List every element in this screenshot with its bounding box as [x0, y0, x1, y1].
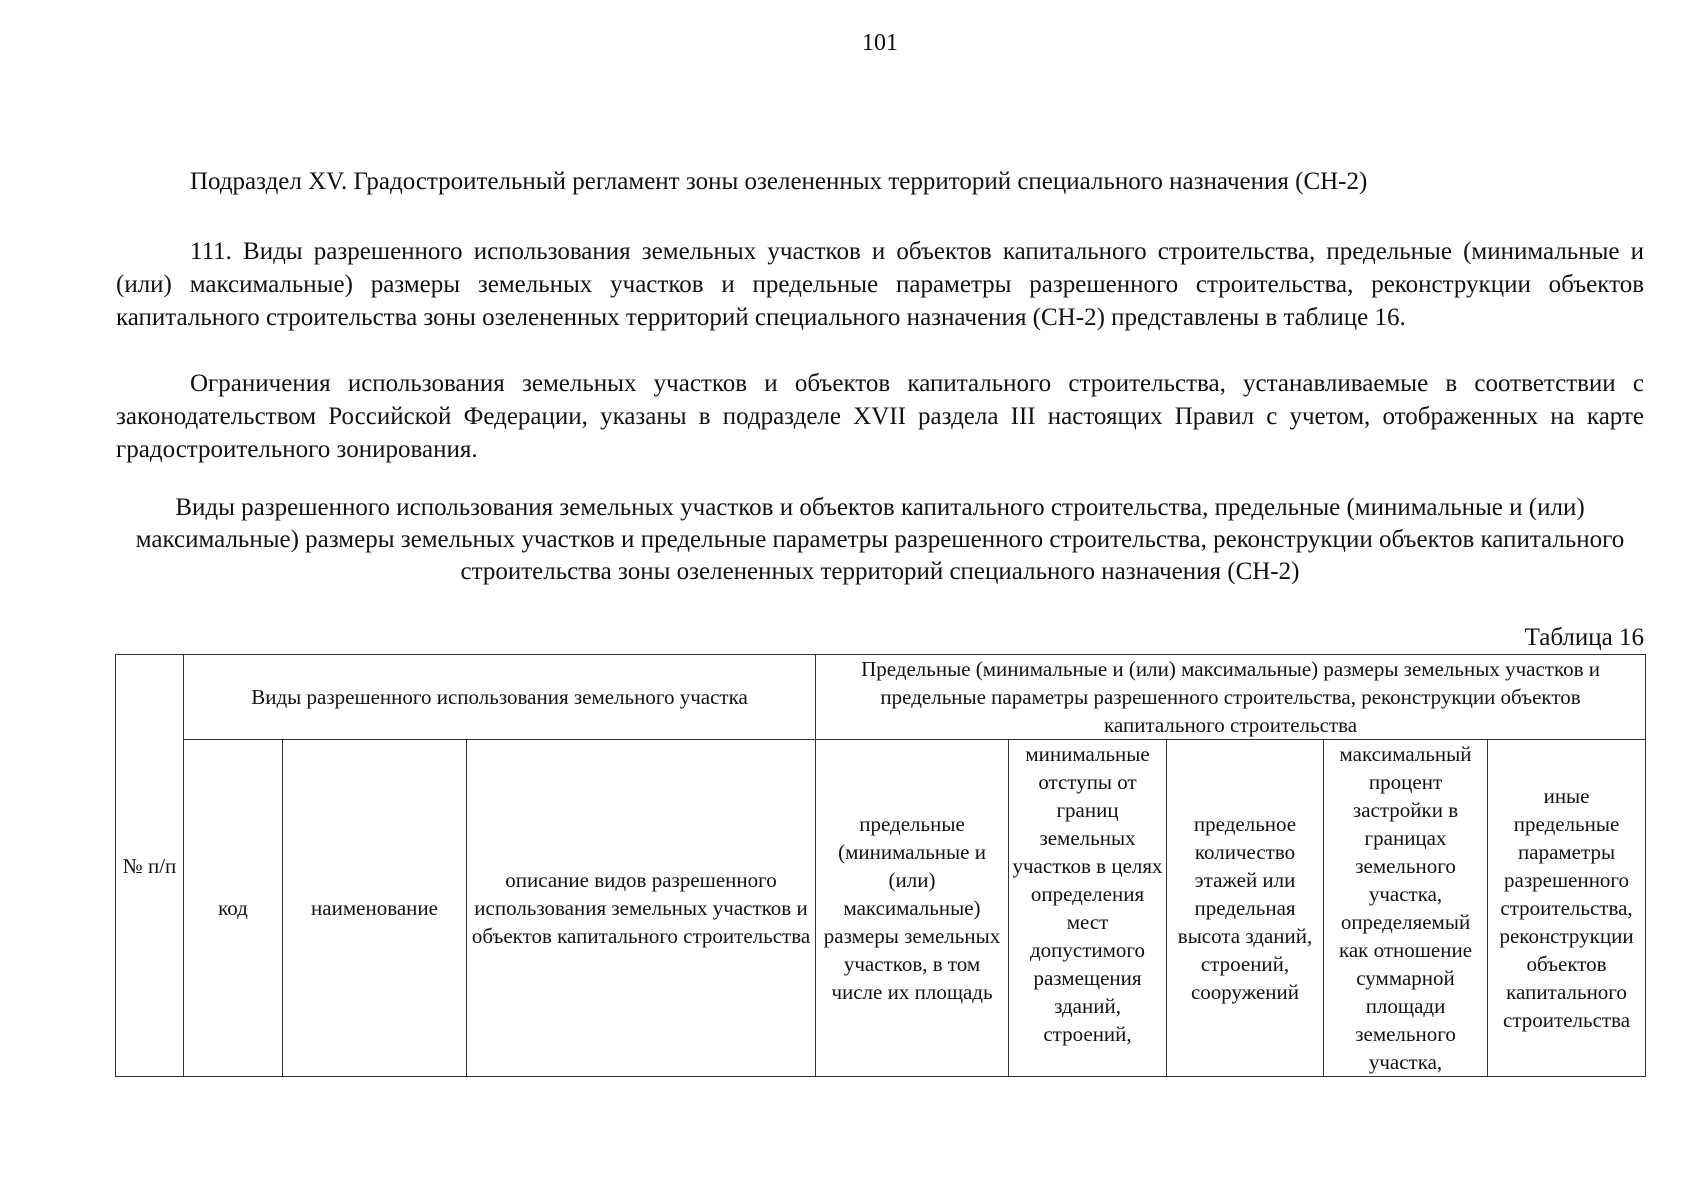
table-header-row-2 [116, 740, 1646, 1077]
header-number: № п/п [116, 655, 184, 1077]
regulations-table [115, 654, 1646, 1077]
paragraph-111: 111. Виды разрешенного использования земельных участков и объектов капитального строительства, предельные (минимальные и (или) максимальные) размеры земельных участков и предельные параметры разрешенного строительства, реконструкции объектов капитального строительства зоны озелененных территорий специального назначения (СН-2) представлены в таблице 16. [116, 238, 1644, 331]
header-coverage: максимальный процент застройки в границах земельного участка, определяемый как отношение суммарной площади земельного участка, [1324, 740, 1488, 1077]
header-group-limits: Предельные (минимальные и (или) максимальные) размеры земельных участков и предельные параметры разрешенного строительства, реконструкции объектов капитального строительства [816, 655, 1646, 740]
table-header-row-1 [116, 655, 1646, 740]
header-setbacks: минимальные отступы от границ земельных участков в целях определения мест допустимого размещения зданий, строений, [1009, 740, 1167, 1077]
header-name: наименование [283, 740, 467, 1077]
header-floors: предельное количество этажей или предельная высота зданий, строений, сооружений [1167, 740, 1324, 1077]
header-code: код [184, 740, 283, 1077]
header-plot-size: предельные (минимальные и (или) максимальные) размеры земельных участков, в том числе их площадь [816, 740, 1009, 1077]
page-number: 101 [862, 30, 898, 56]
table-label: Таблица 16 [1524, 624, 1644, 651]
paragraph-restrictions: Ограничения использования земельных участков и объектов капитального строительства, устанавливаемые в соответствии с законодательством Российской Федерации, указаны в подразделе XVII раздела III настоящих Правил с учетом, отображенных на карте градостроительного зонирования. [116, 370, 1644, 463]
subsection-title: Подраздел XV. Градостроительный регламент зоны озелененных территорий специального назначения (СН-2) [190, 168, 1368, 195]
header-group-uses: Виды разрешенного использования земельного участка [184, 655, 816, 740]
table-caption: Виды разрешенного использования земельных участков и объектов капитального строительства, предельные (минимальные и (или) максимальные) размеры земельных участков и предельные параметры разрешенного строительства, реконструкции объектов капитального строительства зоны озеленeнных территорий специального назначения (СН-2) [135, 494, 1625, 585]
header-other-params: иные предельные параметры разрешенного строительства, реконструкции объектов капитального строительства [1488, 740, 1646, 1077]
header-description: описание видов разрешенного использования земельных участков и объектов капитального строительства [467, 740, 816, 1077]
